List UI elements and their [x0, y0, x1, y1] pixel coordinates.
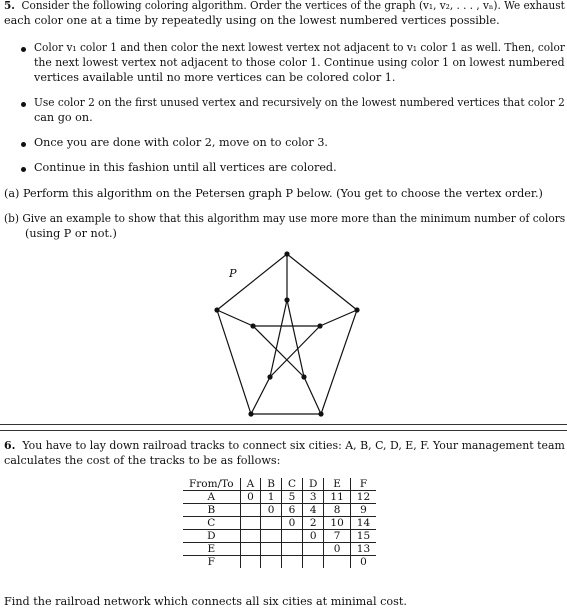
problem-6-closing: Find the railroad network which connects all six cities at minimal cost.: [4, 595, 407, 608]
part-a: (a) Perform this algorithm on the Petersen graph P below. (You get to choose the vertex order.): [4, 187, 543, 200]
bullet-icon: [21, 102, 26, 107]
table-header-cell: D: [303, 478, 324, 491]
table-header-cell: From/To: [183, 478, 240, 491]
table-cell: [281, 556, 302, 569]
graph-vertex: [318, 411, 323, 416]
graph-vertex: [284, 297, 289, 302]
table-cell: 8: [324, 504, 350, 517]
table-cell: 6: [281, 504, 302, 517]
problem-6-intro-line-1: [4, 438, 565, 453]
spoke-edge: [251, 377, 270, 414]
graph-vertex: [317, 323, 322, 328]
cost-table: [183, 478, 376, 568]
bullet-icon: [21, 167, 26, 172]
problem-5-number: 5.: [4, 0, 15, 12]
table-row: [183, 543, 376, 556]
row-label-cell: F: [183, 556, 240, 569]
table-cell: [240, 556, 261, 569]
table-header-cell: E: [324, 478, 350, 491]
table-cell: 0: [261, 504, 282, 517]
spoke-edge: [320, 310, 357, 326]
problem-6-intro-text-1: You have to lay down railroad tracks to connect six cities: A, B, C, D, E, F. Your management team: [22, 439, 565, 452]
table-header-cell: B: [261, 478, 282, 491]
graph-vertex: [250, 323, 255, 328]
table-row: [183, 530, 376, 543]
table-cell: [261, 556, 282, 569]
table-cell: [240, 517, 261, 530]
table-cell: 2: [303, 517, 324, 530]
table-cell: [240, 504, 261, 517]
table-cell: 4: [303, 504, 324, 517]
table-header-row: [183, 478, 376, 491]
graph-vertex: [248, 411, 253, 416]
petersen-graph: [200, 248, 380, 420]
part-b-line-2: (using P or not.): [25, 227, 117, 240]
table-cell: 5: [281, 491, 302, 504]
table-cell: 10: [324, 517, 350, 530]
table-cell: 0: [240, 491, 261, 504]
problem-6-intro-line-2: calculates the cost of the tracks to be as follows:: [4, 454, 281, 467]
table-cell: [303, 556, 324, 569]
table-cell: 14: [350, 517, 376, 530]
part-b-line-1: (b) Give an example to show that this algorithm may use more more than the minimum number of colors: [4, 212, 566, 225]
bullet-3-line-1: Once you are done with color 2, move on to color 3.: [34, 136, 328, 149]
table-cell: [281, 543, 302, 556]
star-edge: [253, 326, 304, 377]
row-label-cell: A: [207, 491, 216, 503]
table-header-cell: F: [350, 478, 376, 491]
spoke-edge: [304, 377, 321, 414]
table-cell: 0: [324, 543, 350, 556]
table-cell: [240, 543, 261, 556]
bullet-1-line-2: the next lowest vertex not adjacent to those color 1. Continue using color 1 on lowest numbered: [34, 56, 565, 69]
graph-vertex: [301, 374, 306, 379]
table-cell: 1: [261, 491, 282, 504]
table-row: [183, 504, 376, 517]
spoke-edge: [217, 310, 253, 326]
table-cell: 13: [350, 543, 376, 556]
section-divider-top: [0, 424, 567, 425]
table-cell: [324, 556, 350, 569]
bullet-2-line-1: Use color 2 on the first unused vertex and recursively on the lowest numbered vertices that color 2: [34, 96, 565, 109]
table-cell: 7: [324, 530, 350, 543]
row-label-cell: D: [183, 530, 240, 543]
table-row: [183, 517, 376, 530]
bullet-2-line-2: can go on.: [34, 111, 93, 124]
table-cell: [261, 517, 282, 530]
table-cell: [261, 543, 282, 556]
table-cell: 9: [350, 504, 376, 517]
bullet-4-line-1: Continue in this fashion until all vertices are colored.: [34, 161, 337, 174]
section-divider-bottom: [0, 430, 567, 431]
problem-5-intro-line-1: [4, 0, 565, 13]
table-cell: 0: [303, 530, 324, 543]
table-row: [183, 556, 376, 569]
problem-5-intro-line-2: each color one at a time by repeatedly using on the lowest numbered vertices possible.: [4, 14, 500, 27]
bullet-icon: [21, 47, 26, 52]
table-cell: 11: [324, 491, 350, 504]
table-cell: [240, 530, 261, 543]
graph-label: P: [229, 267, 237, 280]
star-edge: [287, 300, 304, 377]
table-cell: [261, 530, 282, 543]
graph-vertex: [284, 251, 289, 256]
bullet-1-line-3: vertices available until no more vertices can be colored color 1.: [34, 71, 396, 84]
graph-vertex: [214, 307, 219, 312]
graph-vertex: [354, 307, 359, 312]
star-edge: [270, 300, 287, 377]
table-row: [183, 491, 376, 504]
graph-vertex: [267, 374, 272, 379]
table-cell: 0: [281, 517, 302, 530]
table-cell: 12: [350, 491, 376, 504]
table-header-cell: C: [281, 478, 302, 491]
problem-6-number: 6.: [4, 438, 16, 452]
row-label-cell: E: [183, 543, 240, 556]
table-cell: 0: [350, 556, 376, 569]
table-cell: 15: [350, 530, 376, 543]
bullet-1-line-1: Color v₁ color 1 and then color the next lowest vertex not adjacent to v₁ color 1 as well. Then, color: [34, 41, 565, 54]
table-cell: 3: [303, 491, 324, 504]
table-cell: [281, 530, 302, 543]
problem-5-intro-text-1: Consider the following coloring algorithm. Order the vertices of the graph (v₁, v₂, . . . , vₙ). We exhaust: [21, 0, 565, 12]
row-label-cell: B: [183, 504, 240, 517]
table-header-cell: A: [240, 478, 261, 491]
table-cell: [303, 543, 324, 556]
bullet-icon: [21, 142, 26, 147]
row-label-cell: C: [183, 517, 240, 530]
